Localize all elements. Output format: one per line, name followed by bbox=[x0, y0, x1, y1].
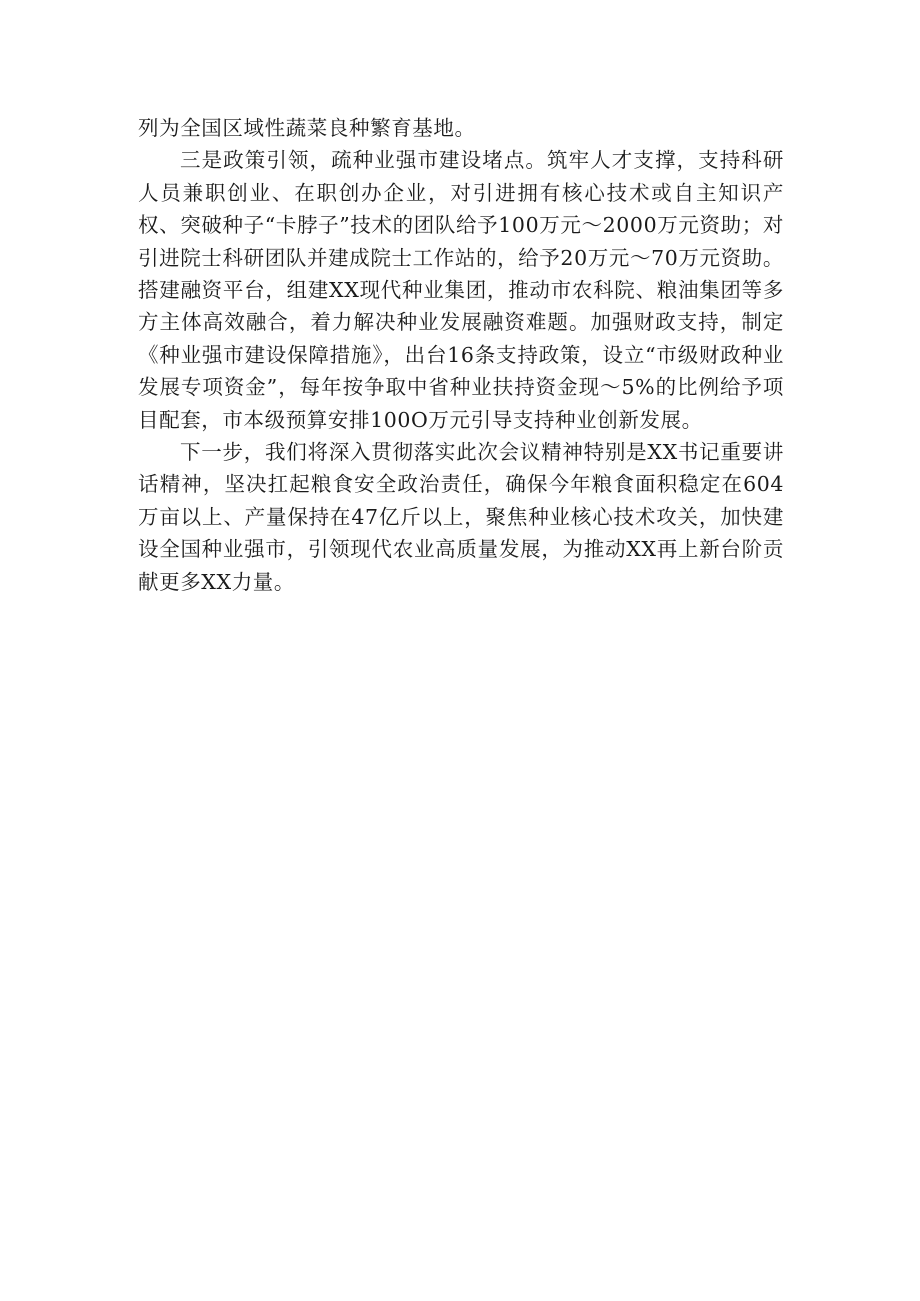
paragraph-continuation: 列为全国区域性蔬菜良种繁育基地。 bbox=[138, 116, 476, 140]
paragraph-policy-guidance: 三是政策引领，疏种业强市建设堵点。筑牢人才支撑，支持科研人员兼职创业、在职创办企业，对引进拥有核心技术或自主知识产权、突破种子“卡脖子”技术的团队给予100万元～2000万元资助；对引进院士科研团队并建成院士工作站的，给予20万元～70万元资助。搭建融资平台，组建XX现代种业集团，推动市农科院、粮油集团等多方主体高效融合，着力解决种业发展融资难题。加强财政支持，制定《种业强市建设保障措施》，出台16条支持政策，设立“市级财政种业发展专项资金”，每年按争取中省种业扶持资金现～5%的比例给予项目配套，市本级预算安排100O万元引导支持种业创新发展。 bbox=[138, 148, 784, 432]
paragraph-next-steps: 下一步，我们将深入贯彻落实此次会议精神特别是XX书记重要讲话精神，坚决扛起粮食安全政治责任，确保今年粮食面积稳定在604万亩以上、产量保持在47亿斤以上，聚焦种业核心技术攻关，加快建设全国种业强市，引领现代农业高质量发展，为推动XX再上新台阶贡献更多XX力量。 bbox=[138, 440, 784, 594]
document-body bbox=[138, 112, 784, 598]
